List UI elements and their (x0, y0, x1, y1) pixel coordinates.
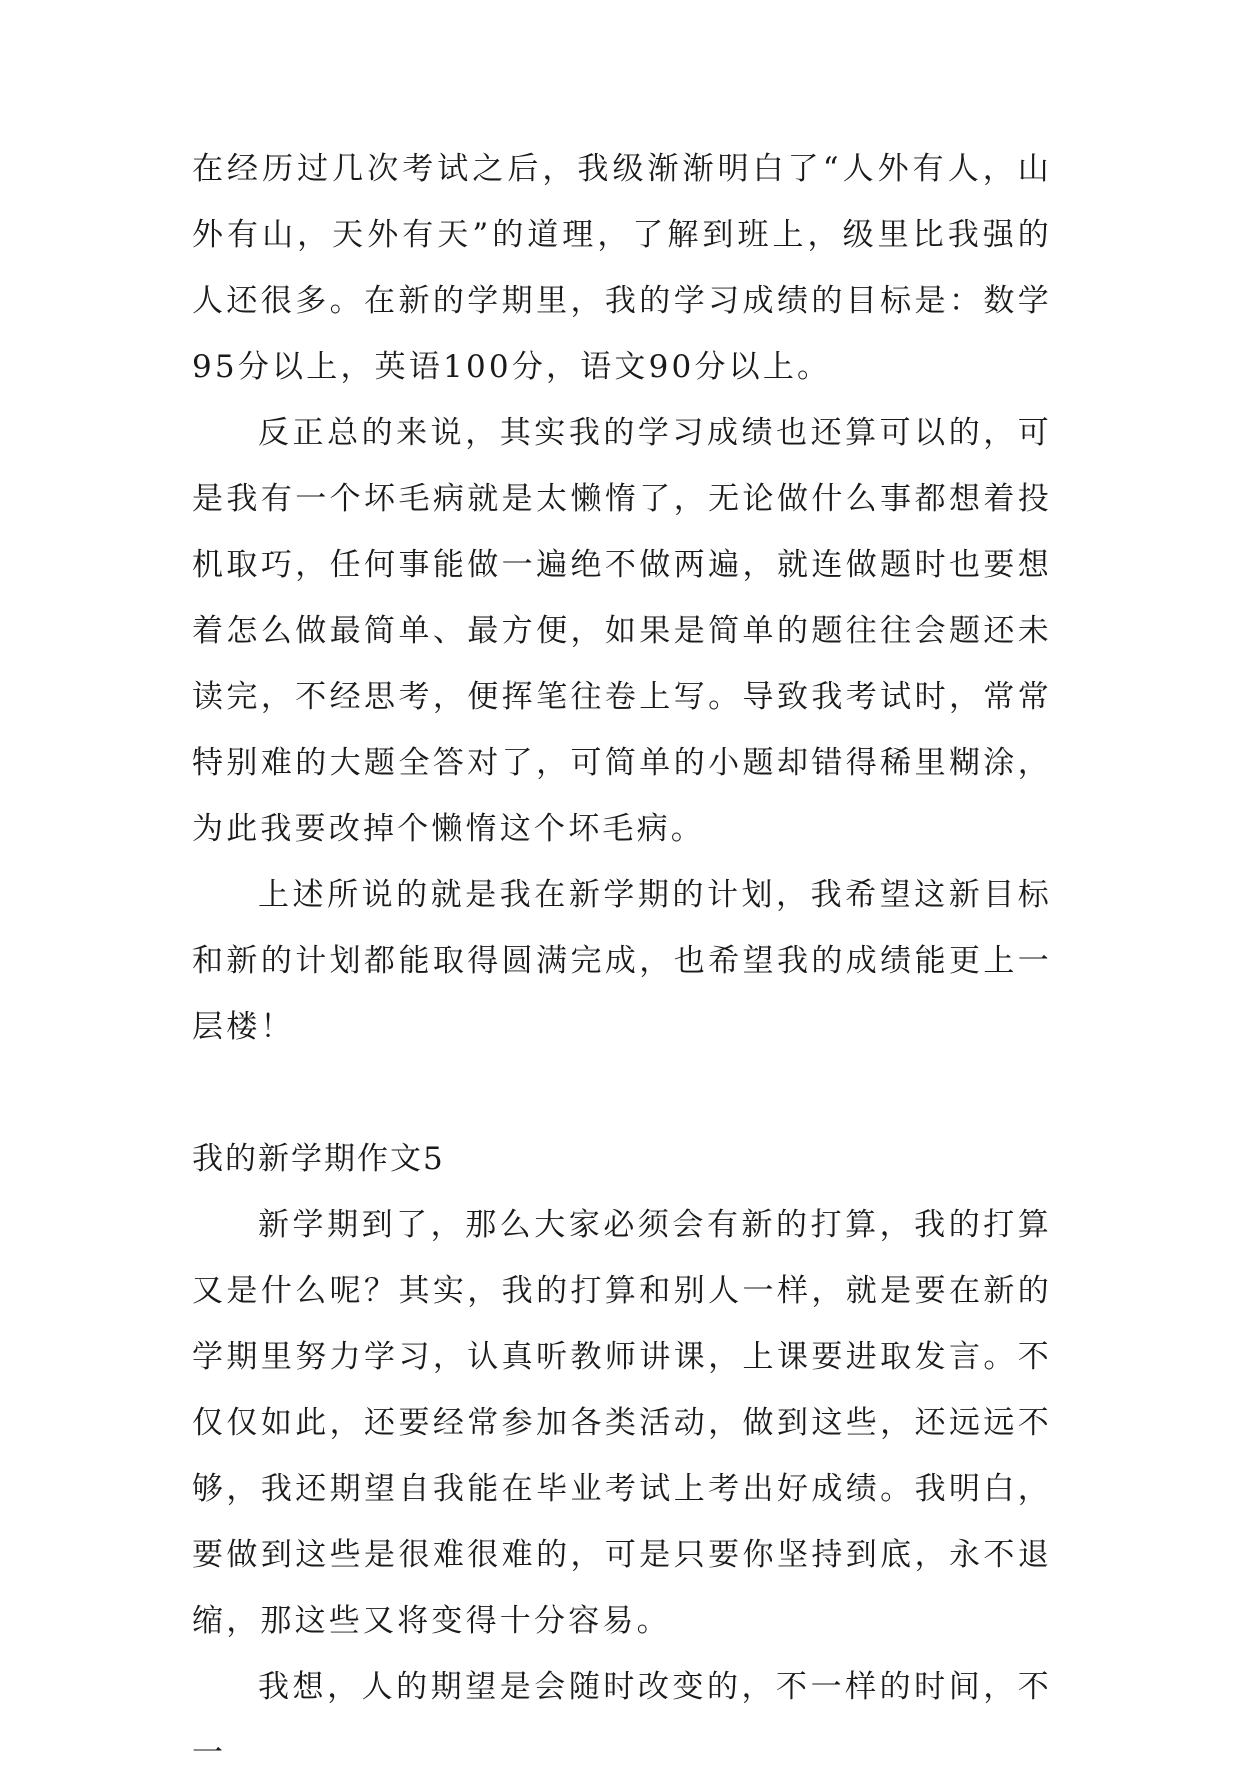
paragraph-expectation: 我想，人的期望是会随时改变的，不一样的时间，不一 (192, 1669, 1052, 1771)
paragraph-conclusion: 上述所说的就是我在新学期的计划，我希望这新目标和新的计划都能取得圆满完成，也希望我的成绩能更上一层楼！ (192, 877, 1052, 1045)
paragraph-new-semester-plan: 新学期到了，那么大家必须会有新的打算，我的打算又是什么呢？其实，我的打算和别人一样，就是要在新的学期里努力学习，认真听教师讲课，上课要进取发言。不仅仅如此，还要经常参加各类活动，做到这些，还远远不够，我还期望自我能在毕业考试上考出好成绩。我明白，要做到这些是很难很难的，可是只要你坚持到底，永不退缩，那这些又将变得十分容易。 (192, 1207, 1052, 1639)
essay-title: 我的新学期作文5 (192, 1141, 445, 1177)
paragraph-laziness: 反正总的来说，其实我的学习成绩也还算可以的，可是我有一个坏毛病就是太懒惰了，无论做什么事都想着投机取巧，任何事能做一遍绝不做两遍，就连做题时也要想着怎么做最简单、最方便，如果是简单的题往往会题还未读完，不经思考，便挥笔往卷上写。导致我考试时，常常特别难的大题全答对了，可简单的小题却错得稀里糊涂，为此我要改掉个懒惰这个坏毛病。 (192, 415, 1052, 847)
paragraph-continuation: 在经历过几次考试之后，我级渐渐明白了“人外有人，山外有山，天外有天”的道理，了解到班上，级里比我强的人还很多。在新的学期里，我的学习成绩的目标是：数学95分以上，英语100分，语文90分以上。 (192, 151, 1052, 385)
document-page (192, 136, 1052, 1786)
